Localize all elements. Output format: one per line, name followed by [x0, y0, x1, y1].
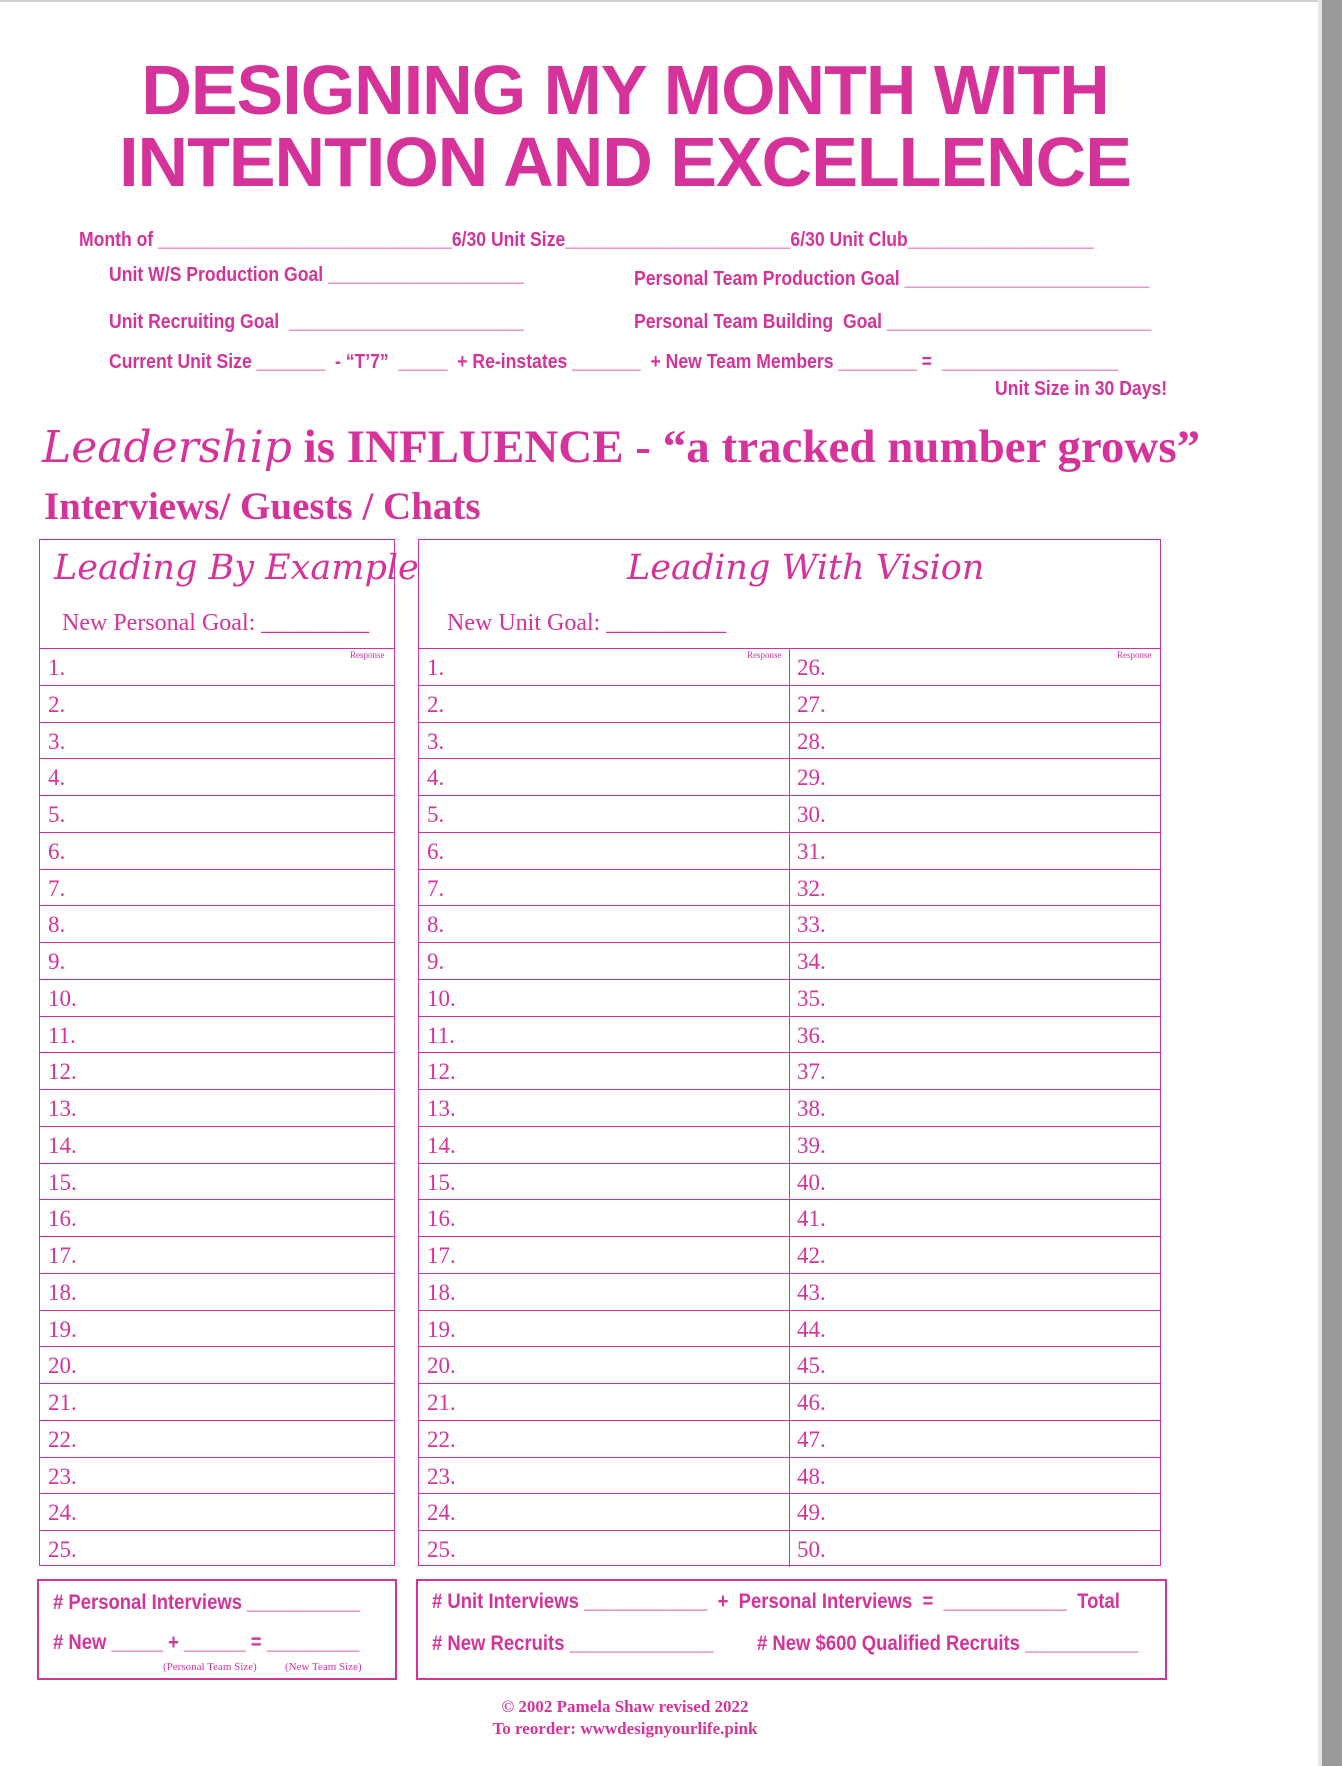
personal-summary-box	[37, 1579, 397, 1680]
list-row[interactable]: 43.	[789, 1273, 1160, 1310]
list-row[interactable]: 12.	[40, 1052, 394, 1089]
list-row[interactable]: 28.	[789, 722, 1160, 759]
list-row[interactable]: 19.	[40, 1310, 394, 1347]
list-row[interactable]: 2.	[40, 685, 394, 722]
list-row[interactable]: 33.	[789, 905, 1160, 942]
list-row[interactable]: 15.	[40, 1163, 394, 1200]
list-row[interactable]: 24.	[419, 1493, 789, 1530]
list-row[interactable]: 9.	[40, 942, 394, 979]
new-personal-goal-field: New Personal Goal: _________	[62, 610, 370, 636]
personal-team-production-goal-field: Personal Team Production Goal _________________________	[634, 268, 1150, 290]
leading-with-vision-box	[418, 539, 1161, 1566]
personal-team-building-goal-field: Personal Team Building Goal ___________________________	[634, 311, 1152, 333]
list-row[interactable]: 48.	[789, 1457, 1160, 1494]
list-row[interactable]: 6.	[40, 832, 394, 869]
list-row[interactable]: 30.	[789, 795, 1160, 832]
page-title-line-1: DESIGNING MY MONTH WITH	[141, 51, 1109, 129]
list-row[interactable]: 1.	[40, 648, 394, 685]
list-row[interactable]: 36.	[789, 1016, 1160, 1053]
response-label: Response	[350, 650, 385, 660]
list-row[interactable]: 6.	[419, 832, 789, 869]
list-row[interactable]: 4.	[40, 758, 394, 795]
list-row[interactable]: 29.	[789, 758, 1160, 795]
list-row[interactable]: 44.	[789, 1310, 1160, 1347]
list-row[interactable]: 15.	[419, 1163, 789, 1200]
personal-team-size-note: (Personal Team Size)	[163, 1661, 257, 1673]
list-row[interactable]: 11.	[40, 1016, 394, 1053]
list-row[interactable]: 10.	[419, 979, 789, 1016]
list-row[interactable]: 50.	[789, 1530, 1160, 1567]
new-unit-goal-field: New Unit Goal: __________	[447, 610, 727, 636]
response-label-col-b: Response	[1117, 650, 1152, 660]
leadership-script-word: Leadership	[42, 422, 292, 473]
list-row[interactable]: 46.	[789, 1383, 1160, 1420]
list-row[interactable]: 32.	[789, 869, 1160, 906]
list-row[interactable]: 5.	[40, 795, 394, 832]
list-row[interactable]: 22.	[40, 1420, 394, 1457]
list-row[interactable]: 13.	[40, 1089, 394, 1126]
copyright-footer: © 2002 Pamela Shaw revised 2022	[501, 1697, 749, 1716]
list-row[interactable]: 18.	[40, 1273, 394, 1310]
leadership-headline	[42, 420, 1200, 474]
list-row[interactable]: 7.	[40, 869, 394, 906]
list-row[interactable]: 12.	[419, 1052, 789, 1089]
list-row[interactable]: 42.	[789, 1236, 1160, 1273]
list-row[interactable]: 17.	[40, 1236, 394, 1273]
list-row[interactable]: 25.	[419, 1530, 789, 1567]
list-row[interactable]: 49.	[789, 1493, 1160, 1530]
list-row[interactable]: 41.	[789, 1199, 1160, 1236]
reorder-footer: To reorder: wwwdesignyourlife.pink	[492, 1719, 758, 1738]
list-row[interactable]: 34.	[789, 942, 1160, 979]
list-row[interactable]: 39.	[789, 1126, 1160, 1163]
list-row[interactable]: 16.	[40, 1199, 394, 1236]
new-recruits-field: # New Recruits ______________	[432, 1632, 714, 1655]
list-row[interactable]: 23.	[419, 1457, 789, 1494]
list-row[interactable]: 20.	[419, 1346, 789, 1383]
list-row[interactable]: 3.	[419, 722, 789, 759]
list-row[interactable]: 38.	[789, 1089, 1160, 1126]
list-row[interactable]: 5.	[419, 795, 789, 832]
list-row[interactable]: 18.	[419, 1273, 789, 1310]
response-label-col-a: Response	[747, 650, 782, 660]
list-row[interactable]: 26.	[789, 648, 1160, 685]
list-row[interactable]: 3.	[40, 722, 394, 759]
qualified-recruits-field: # New $600 Qualified Recruits ___________	[757, 1632, 1139, 1655]
interviews-subheading: Interviews/ Guests / Chats	[44, 485, 481, 528]
list-row[interactable]: 14.	[40, 1126, 394, 1163]
scrollbar-edge	[1318, 0, 1322, 1766]
list-row[interactable]: 4.	[419, 758, 789, 795]
personal-interviews-field: # Personal Interviews ___________	[53, 1591, 361, 1614]
list-row[interactable]: 19.	[419, 1310, 789, 1347]
unit-interviews-total: # Unit Interviews ____________ + Personal Interviews = ____________ Total	[432, 1590, 1120, 1613]
list-row[interactable]: 37.	[789, 1052, 1160, 1089]
list-row[interactable]: 17.	[419, 1236, 789, 1273]
month-of-field: Month of ______________________________6/30 Unit Size_______________________6/30 Unit Club___________________	[79, 229, 1094, 251]
headline-rest: is INFLUENCE - “a tracked number grows”	[291, 421, 1201, 473]
current-unit-size-equation: Current Unit Size _______ - “T’7” _____ + Re-instates _______ + New Team Members ________ = __________________	[109, 351, 1118, 373]
unit-ws-production-goal-field: Unit W/S Production Goal ____________________	[109, 264, 524, 286]
leading-by-example-title: Leading By Example	[54, 548, 419, 588]
list-row[interactable]: 2.	[419, 685, 789, 722]
list-row[interactable]: 40.	[789, 1163, 1160, 1200]
list-row[interactable]: 24.	[40, 1493, 394, 1530]
list-row[interactable]: 27.	[789, 685, 1160, 722]
list-row[interactable]: 14.	[419, 1126, 789, 1163]
leading-with-vision-title: Leading With Vision	[627, 548, 985, 588]
new-team-equation: # New _____ + ______ = _________	[53, 1631, 360, 1654]
list-row[interactable]: 23.	[40, 1457, 394, 1494]
list-row[interactable]: 20.	[40, 1346, 394, 1383]
leading-by-example-box	[39, 539, 419, 1566]
page-title-line-2: INTENTION AND EXCELLENCE	[119, 123, 1131, 201]
list-row[interactable]: 21.	[40, 1383, 394, 1420]
new-team-size-note: (New Team Size)	[285, 1661, 362, 1673]
list-row[interactable]: 11.	[419, 1016, 789, 1053]
list-row[interactable]: 47.	[789, 1420, 1160, 1457]
unit-summary-box	[416, 1579, 1167, 1680]
list-row[interactable]: 45.	[789, 1346, 1160, 1383]
list-row[interactable]: 22.	[419, 1420, 789, 1457]
list-row[interactable]: 25.	[40, 1530, 394, 1567]
unit-recruiting-goal-field: Unit Recruiting Goal ________________________	[109, 311, 524, 333]
list-row[interactable]: 9.	[419, 942, 789, 979]
list-row[interactable]: 16.	[419, 1199, 789, 1236]
list-row[interactable]: 8.	[419, 905, 789, 942]
list-row[interactable]: 31.	[789, 832, 1160, 869]
list-row[interactable]: 10.	[40, 979, 394, 1016]
list-row[interactable]: 7.	[419, 869, 789, 906]
list-row[interactable]: 21.	[419, 1383, 789, 1420]
list-row[interactable]: 8.	[40, 905, 394, 942]
list-row[interactable]: 1.	[419, 648, 789, 685]
unit-size-30-days-label: Unit Size in 30 Days!	[995, 378, 1168, 400]
list-row[interactable]: 13.	[419, 1089, 789, 1126]
list-row[interactable]: 35.	[789, 979, 1160, 1016]
